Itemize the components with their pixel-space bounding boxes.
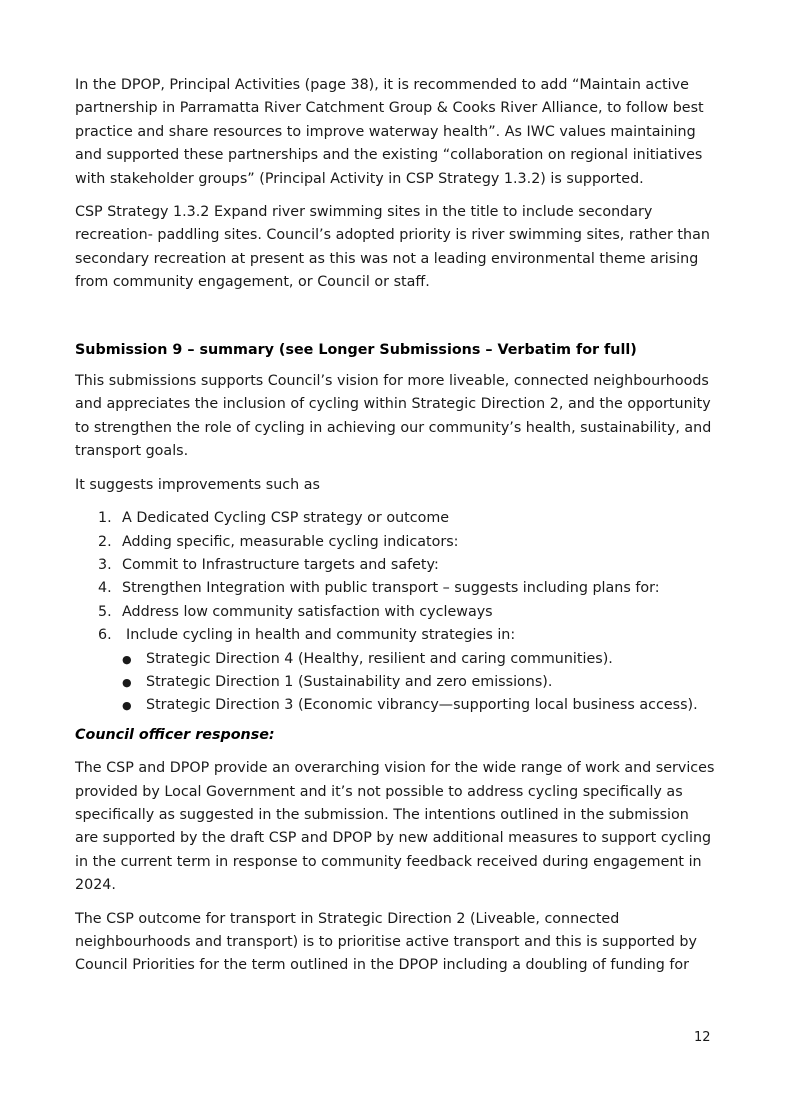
list-text: Adding specific, measurable cycling indicators:: [122, 533, 459, 550]
response-paragraph-1: The CSP and DPOP provide an overarching vision for the wide range of work and services provided by Local Government and it’s not possible to address cycling specifically as specifically as suggested in the submission. The intentions outlined in the submission are supported by the draft CSP and DPOP by new additional measures to support cycling in the current term in response to community feedback received during engagement in 2024.: [75, 760, 715, 894]
list-text: Strengthen Integration with public transport – suggests including plans for:: [122, 580, 660, 597]
list-item: [75, 624, 715, 718]
list-item: [75, 507, 715, 530]
bullet-text: Strategic Direction 4 (Healthy, resilient and caring communities).: [146, 650, 613, 667]
strategic-directions-list: [75, 648, 715, 718]
bullet-item: [75, 671, 715, 694]
paragraph-dpop-activities: In the DPOP, Principal Activities (page 38), it is recommended to add “Maintain active partnership in Parramatta River Catchment Group & Cooks River Alliance, to follow best practice and share resources to improve waterway health”. As IWC values maintaining and supported these partnerships and the existing “collaboration on regional initiatives with stakeholder groups” (Principal Activity in CSP Strategy 1.3.2) is supported.: [75, 77, 704, 187]
response-paragraph-2: The CSP outcome for transport in Strategic Direction 2 (Liveable, connected neighbourhoods and transport) is to prioritise active transport and this is supported by Council Priorities for the term outlined in the DPOP including a doubling of funding for: [75, 910, 697, 974]
submission-heading: Submission 9 – summary (see Longer Submissions – Verbatim for full): [75, 341, 637, 358]
list-item: [75, 554, 715, 577]
list-number: 2.: [98, 533, 112, 550]
submission-intro: This submissions supports Council’s vision for more liveable, connected neighbourhoods and appreciates the inclusion of cycling within Strategic Direction 2, and the opportunity to strengthen the role of cycling in achieving our community’s health, sustainability, and transport goals.: [75, 373, 712, 460]
bullet-icon: ●: [122, 652, 132, 666]
bullet-item: [75, 694, 715, 717]
page-number: 12: [694, 1030, 711, 1045]
list-number: 1.: [98, 510, 112, 527]
list-number: 6.: [98, 627, 112, 644]
list-number: 4.: [98, 580, 112, 597]
list-item: [75, 601, 715, 624]
list-text: Address low community satisfaction with cycleways: [122, 603, 493, 620]
bullet-icon: ●: [122, 699, 132, 713]
list-item: [75, 577, 715, 600]
submission-lead: It suggests improvements such as: [75, 476, 320, 493]
list-number: 5.: [98, 603, 112, 620]
bullet-icon: ●: [122, 675, 132, 689]
section-spacer: [75, 305, 715, 339]
page-body: [75, 74, 715, 988]
list-text: Include cycling in health and community strategies in:: [126, 627, 516, 644]
list-text: A Dedicated Cycling CSP strategy or outcome: [122, 510, 450, 527]
list-number: 3.: [98, 556, 112, 573]
bullet-text: Strategic Direction 3 (Economic vibrancy—supporting local business access).: [146, 697, 698, 714]
improvements-list: [75, 507, 715, 718]
bullet-item: [75, 648, 715, 671]
list-text: Commit to Infrastructure targets and safety:: [122, 556, 439, 573]
response-heading: Council officer response:: [75, 726, 275, 743]
bullet-text: Strategic Direction 1 (Sustainability and zero emissions).: [146, 673, 553, 690]
list-item: [75, 531, 715, 554]
paragraph-csp-strategy: CSP Strategy 1.3.2 Expand river swimming sites in the title to include secondary recreation- paddling sites. Council’s adopted priority is river swimming sites, rather than secondary recreation at present as this was not a leading environmental theme arising from community engagement, or Council or staff.: [75, 204, 710, 291]
